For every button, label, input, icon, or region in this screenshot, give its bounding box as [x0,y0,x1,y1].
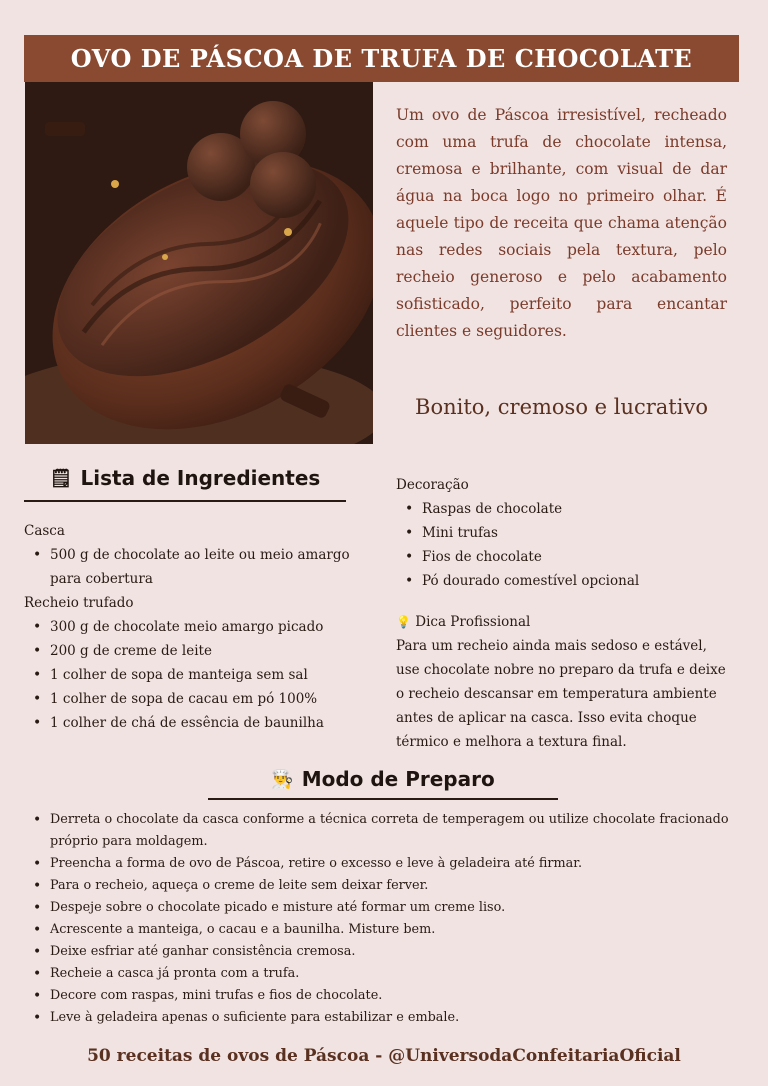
ingredients-list [24,519,364,735]
list-item: • Preencha a forma de ovo de Páscoa, retire o excesso e leve à geladeira até firmar. [24,853,729,875]
lightbulb-icon: 💡 [396,615,411,629]
ingredients-divider [24,500,346,502]
tagline: Bonito, cremoso e lucrativo [415,395,708,419]
casca-label: Casca [24,523,65,539]
list-item: • Mini trufas [396,521,736,545]
decoracao-list [396,497,736,593]
preparo-heading-text: Modo de Preparo [301,767,495,791]
list-item: • Pó dourado comestível opcional [396,569,736,593]
list-item: • 200 g de creme de leite [24,639,364,663]
list-item: • Raspas de chocolate [396,497,736,521]
recheio-label: Recheio trufado [24,595,134,611]
preparo-divider [208,798,558,800]
ingredients-heading [24,464,346,492]
list-item: • 1 colher de sopa de cacau em pó 100% [24,687,364,711]
dica-heading [396,610,731,634]
list-item: • Recheie a casca já pronta com a trufa. [24,963,729,985]
page-title: OVO DE PÁSCOA DE TRUFA DE CHOCOLATE [70,44,693,73]
recheio-list [24,615,364,735]
list-item: • Despeje sobre o chocolate picado e misture até formar um creme liso. [24,897,729,919]
list-item: • Deixe esfriar até ganhar consistência cremosa. [24,941,729,963]
title-banner [24,35,739,82]
decoracao-section [396,473,736,593]
intro-paragraph: Um ovo de Páscoa irresistível, recheado com uma trufa de chocolate intensa, cremosa e brilhante, com visual de dar água na boca logo no primeiro olhar. É aquele tipo de receita que chama atenção nas redes sociais pela textura, pelo recheio generoso e pelo acabamento sofisticado, perfeito para encantar clientes e seguidores. [396,106,727,340]
chocolate-egg-photo [25,82,373,444]
preparo-steps [24,809,729,1029]
list-item: • Fios de chocolate [396,545,736,569]
chocolate-egg-illustration [25,82,373,444]
list-item: • 1 colher de sopa de manteiga sem sal [24,663,364,687]
list-item: • 500 g de chocolate ao leite ou meio amargo para cobertura [24,543,364,591]
list-item: • 1 colher de chá de essência de baunilha [24,711,364,735]
preparo-heading [208,765,558,793]
chef-icon: 👨‍🍳 [271,768,294,790]
dica-section [396,610,731,754]
casca-list [24,543,364,591]
notepad-icon: 🗒 [49,467,73,489]
list-item: • Para o recheio, aqueça o creme de leite sem deixar ferver. [24,875,729,897]
steps-list [24,809,729,1029]
list-item: • Derreta o chocolate da casca conforme a técnica correta de temperagem ou utilize chocolate fracionado próprio para moldagem. [24,809,729,853]
list-item: • 300 g de chocolate meio amargo picado [24,615,364,639]
dica-text: Para um recheio ainda mais sedoso e estável, use chocolate nobre no preparo da trufa e deixe o recheio descansar em temperatura ambiente antes de aplicar na casca. Isso evita choque térmico e melhora a textura final. [396,638,726,750]
decoracao-label: Decoração [396,477,469,493]
ingredients-heading-text: Lista de Ingredientes [80,466,321,490]
dica-label: Dica Profissional [415,614,531,630]
list-item: • Leve à geladeira apenas o suficiente para estabilizar e embale. [24,1007,729,1029]
list-item: • Decore com raspas, mini trufas e fios de chocolate. [24,985,729,1007]
list-item: • Acrescente a manteiga, o cacau e a baunilha. Misture bem. [24,919,729,941]
footer-credit: 50 receitas de ovos de Páscoa - @UniversodaConfeitariaOficial [87,1046,681,1066]
